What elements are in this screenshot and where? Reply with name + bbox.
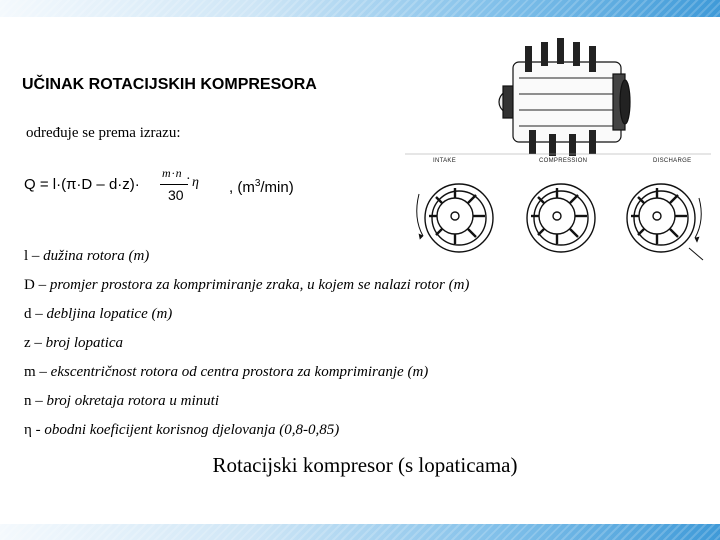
definition-symbol: D [24, 277, 35, 293]
definition-symbol: η [24, 422, 32, 438]
definition-symbol: l [24, 248, 29, 264]
formula-fraction [160, 166, 199, 204]
definition-item [24, 362, 584, 391]
definition-symbol: d [24, 306, 32, 322]
intake-section-drawing [417, 184, 493, 252]
figure-caption: Rotacijski kompresor (s lopaticama) [212, 453, 518, 477]
unit-prefix: , (m [229, 179, 255, 196]
definition-text: – promjer prostora za komprimiranje zraka, u kojem se nalazi rotor (m) [34, 277, 470, 293]
multiply-dot: · [186, 172, 191, 187]
intake-label: INTAKE [433, 158, 457, 164]
definition-text: – broj lopatica [30, 335, 124, 351]
definition-text: – broj okretaja rotora u minuti [31, 393, 219, 409]
definition-item [24, 275, 584, 304]
definition-item [24, 333, 584, 362]
definition-item [24, 420, 584, 449]
definition-item [24, 391, 584, 420]
definition-text: - obodni koeficijent korisnog djelovanja (0,8-0,85) [31, 422, 340, 438]
bottom-decorative-bar [0, 524, 720, 540]
fraction-denominator: 30 [168, 187, 184, 203]
definitions-list [24, 246, 584, 449]
discharge-section-drawing [627, 184, 703, 260]
definition-symbol: z [24, 335, 31, 351]
fraction-bar [160, 184, 188, 185]
bar-texture [0, 0, 720, 17]
fraction-numerator: m·n [162, 166, 183, 180]
intro-text: određuje se prema izrazu: [26, 125, 181, 141]
compressor-drawing [399, 22, 717, 268]
definition-text: – debljina lopatice (m) [31, 306, 173, 322]
unit-superscript: 3 [254, 178, 261, 189]
rotor-assembly-drawing [499, 38, 630, 156]
definition-symbol: n [24, 393, 32, 409]
compression-label: COMPRESSION [539, 158, 588, 164]
definition-text: – dužina rotora (m) [28, 248, 150, 264]
definition-text: – ekscentričnost rotora od centra prostora za komprimiranje (m) [35, 364, 429, 380]
unit-suffix: /min) [260, 179, 294, 196]
compressor-illustration [399, 22, 717, 268]
top-decorative-bar [0, 0, 720, 17]
bar-texture [0, 524, 720, 540]
formula-lhs: Q = l·(π·D – d·z)· [24, 176, 140, 193]
slide-title: UČINAK ROTACIJSKIH KOMPRESORA [22, 76, 317, 93]
discharge-label: DISCHARGE [653, 158, 692, 164]
formula-unit [229, 178, 294, 196]
definition-symbol: m [24, 364, 36, 380]
fraction-eta: η [192, 175, 199, 190]
definition-item [24, 304, 584, 333]
compression-section-drawing [527, 184, 595, 252]
